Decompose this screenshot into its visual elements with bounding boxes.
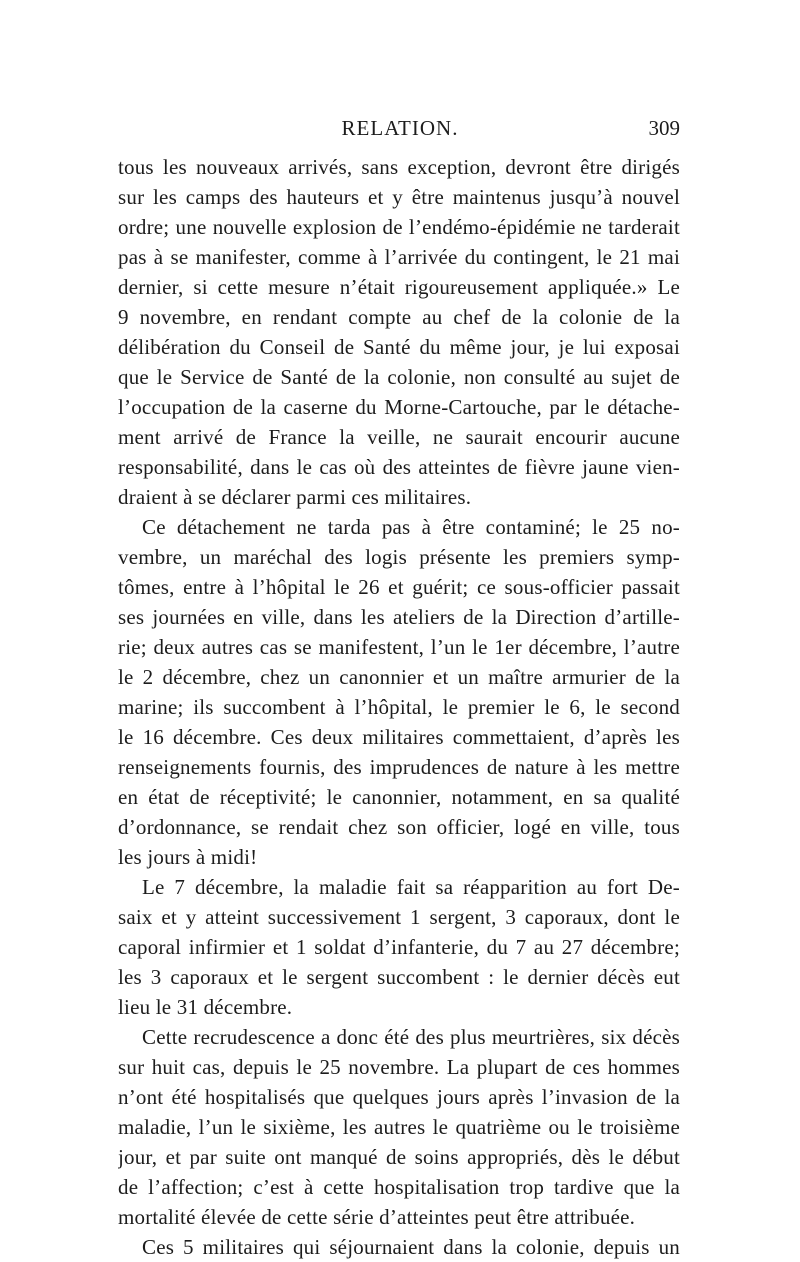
text-line: ses journées en ville, dans les ateliers de la Direction d’artille- xyxy=(118,605,680,629)
text-line: l’occupation de la caserne du Morne-Cartouche, par le détache- xyxy=(118,395,680,419)
text-line: d’ordonnance, se rendait chez son officier, logé en ville, tous xyxy=(118,815,680,839)
text-line: Ce détachement ne tarda pas à être contaminé; le 25 no- xyxy=(142,515,680,539)
running-title: RELATION. xyxy=(341,116,459,140)
page-number: 309 xyxy=(648,116,680,140)
text-line: vembre, un maréchal des logis présente les premiers symp- xyxy=(118,545,680,569)
text-line: saix et y atteint successivement 1 sergent, 3 caporaux, dont le xyxy=(118,905,680,929)
text-line: pas à se manifester, comme à l’arrivée du contingent, le 21 mai xyxy=(118,245,680,269)
running-head xyxy=(120,112,680,142)
text-line: responsabilité, dans le cas où des atteintes de fièvre jaune vien- xyxy=(118,455,680,479)
text-line: ment arrivé de France la veille, ne saurait encourir aucune xyxy=(118,425,680,449)
text-line: que le Service de Santé de la colonie, non consulté au sujet de xyxy=(118,365,680,389)
text-line: délibération du Conseil de Santé du même jour, je lui exposai xyxy=(118,335,680,359)
text-line: le 16 décembre. Ces deux militaires commettaient, d’après les xyxy=(118,725,680,749)
text-line: le 2 décembre, chez un canonnier et un maître armurier de la xyxy=(118,665,680,689)
body-text xyxy=(118,152,680,1262)
text-line: 9 novembre, en rendant compte au chef de la colonie de la xyxy=(118,305,680,329)
text-line: ordre; une nouvelle explosion de l’endémo-épidémie ne tarderait xyxy=(118,215,680,239)
text-line: maladie, l’un le sixième, les autres le quatrième ou le troisième xyxy=(118,1115,680,1139)
text-line: sur les camps des hauteurs et y être maintenus jusqu’à nouvel xyxy=(118,185,680,209)
paragraph xyxy=(118,152,680,512)
text-line: sur huit cas, depuis le 25 novembre. La plupart de ces hommes xyxy=(118,1055,680,1079)
text-line: rie; deux autres cas se manifestent, l’un le 1er décembre, l’autre xyxy=(118,635,680,659)
text-line: renseignements fournis, des imprudences de nature à les mettre xyxy=(118,755,680,779)
text-line: en état de réceptivité; le canonnier, notamment, en sa qualité xyxy=(118,785,680,809)
text-line: jour, et par suite ont manqué de soins appropriés, dès le début xyxy=(118,1145,680,1169)
text-line: tous les nouveaux arrivés, sans exception, devront être dirigés xyxy=(118,155,680,179)
text-line: lieu le 31 décembre. xyxy=(118,995,293,1019)
text-line: Cette recrudescence a donc été des plus meurtrières, six décès xyxy=(142,1025,680,1049)
paragraph xyxy=(118,1232,680,1262)
paragraph xyxy=(118,1022,680,1232)
paragraph xyxy=(118,512,680,872)
text-line: n’ont été hospitalisés que quelques jours après l’invasion de la xyxy=(118,1085,680,1109)
text-line: marine; ils succombent à l’hôpital, le premier le 6, le second xyxy=(118,695,680,719)
text-line: Le 7 décembre, la maladie fait sa réapparition au fort De- xyxy=(142,875,680,899)
text-line: dernier, si cette mesure n’était rigoureusement appliquée.» Le xyxy=(118,275,680,299)
text-line: les 3 caporaux et le sergent succombent : le dernier décès eut xyxy=(118,965,680,989)
text-line: draient à se déclarer parmi ces militaires. xyxy=(118,485,472,509)
text-line: caporal infirmier et 1 soldat d’infanterie, du 7 au 27 décembre; xyxy=(118,935,680,959)
text-line: tômes, entre à l’hôpital le 26 et guérit; ce sous-officier passait xyxy=(118,575,680,599)
paragraph xyxy=(118,872,680,1022)
text-line: Ces 5 militaires qui séjournaient dans la colonie, depuis un xyxy=(142,1235,680,1259)
text-line: mortalité élevée de cette série d’atteintes peut être attribuée. xyxy=(118,1205,636,1229)
text-line: de l’affection; c’est à cette hospitalisation trop tardive que la xyxy=(118,1175,680,1199)
text-line: les jours à midi! xyxy=(118,845,258,869)
